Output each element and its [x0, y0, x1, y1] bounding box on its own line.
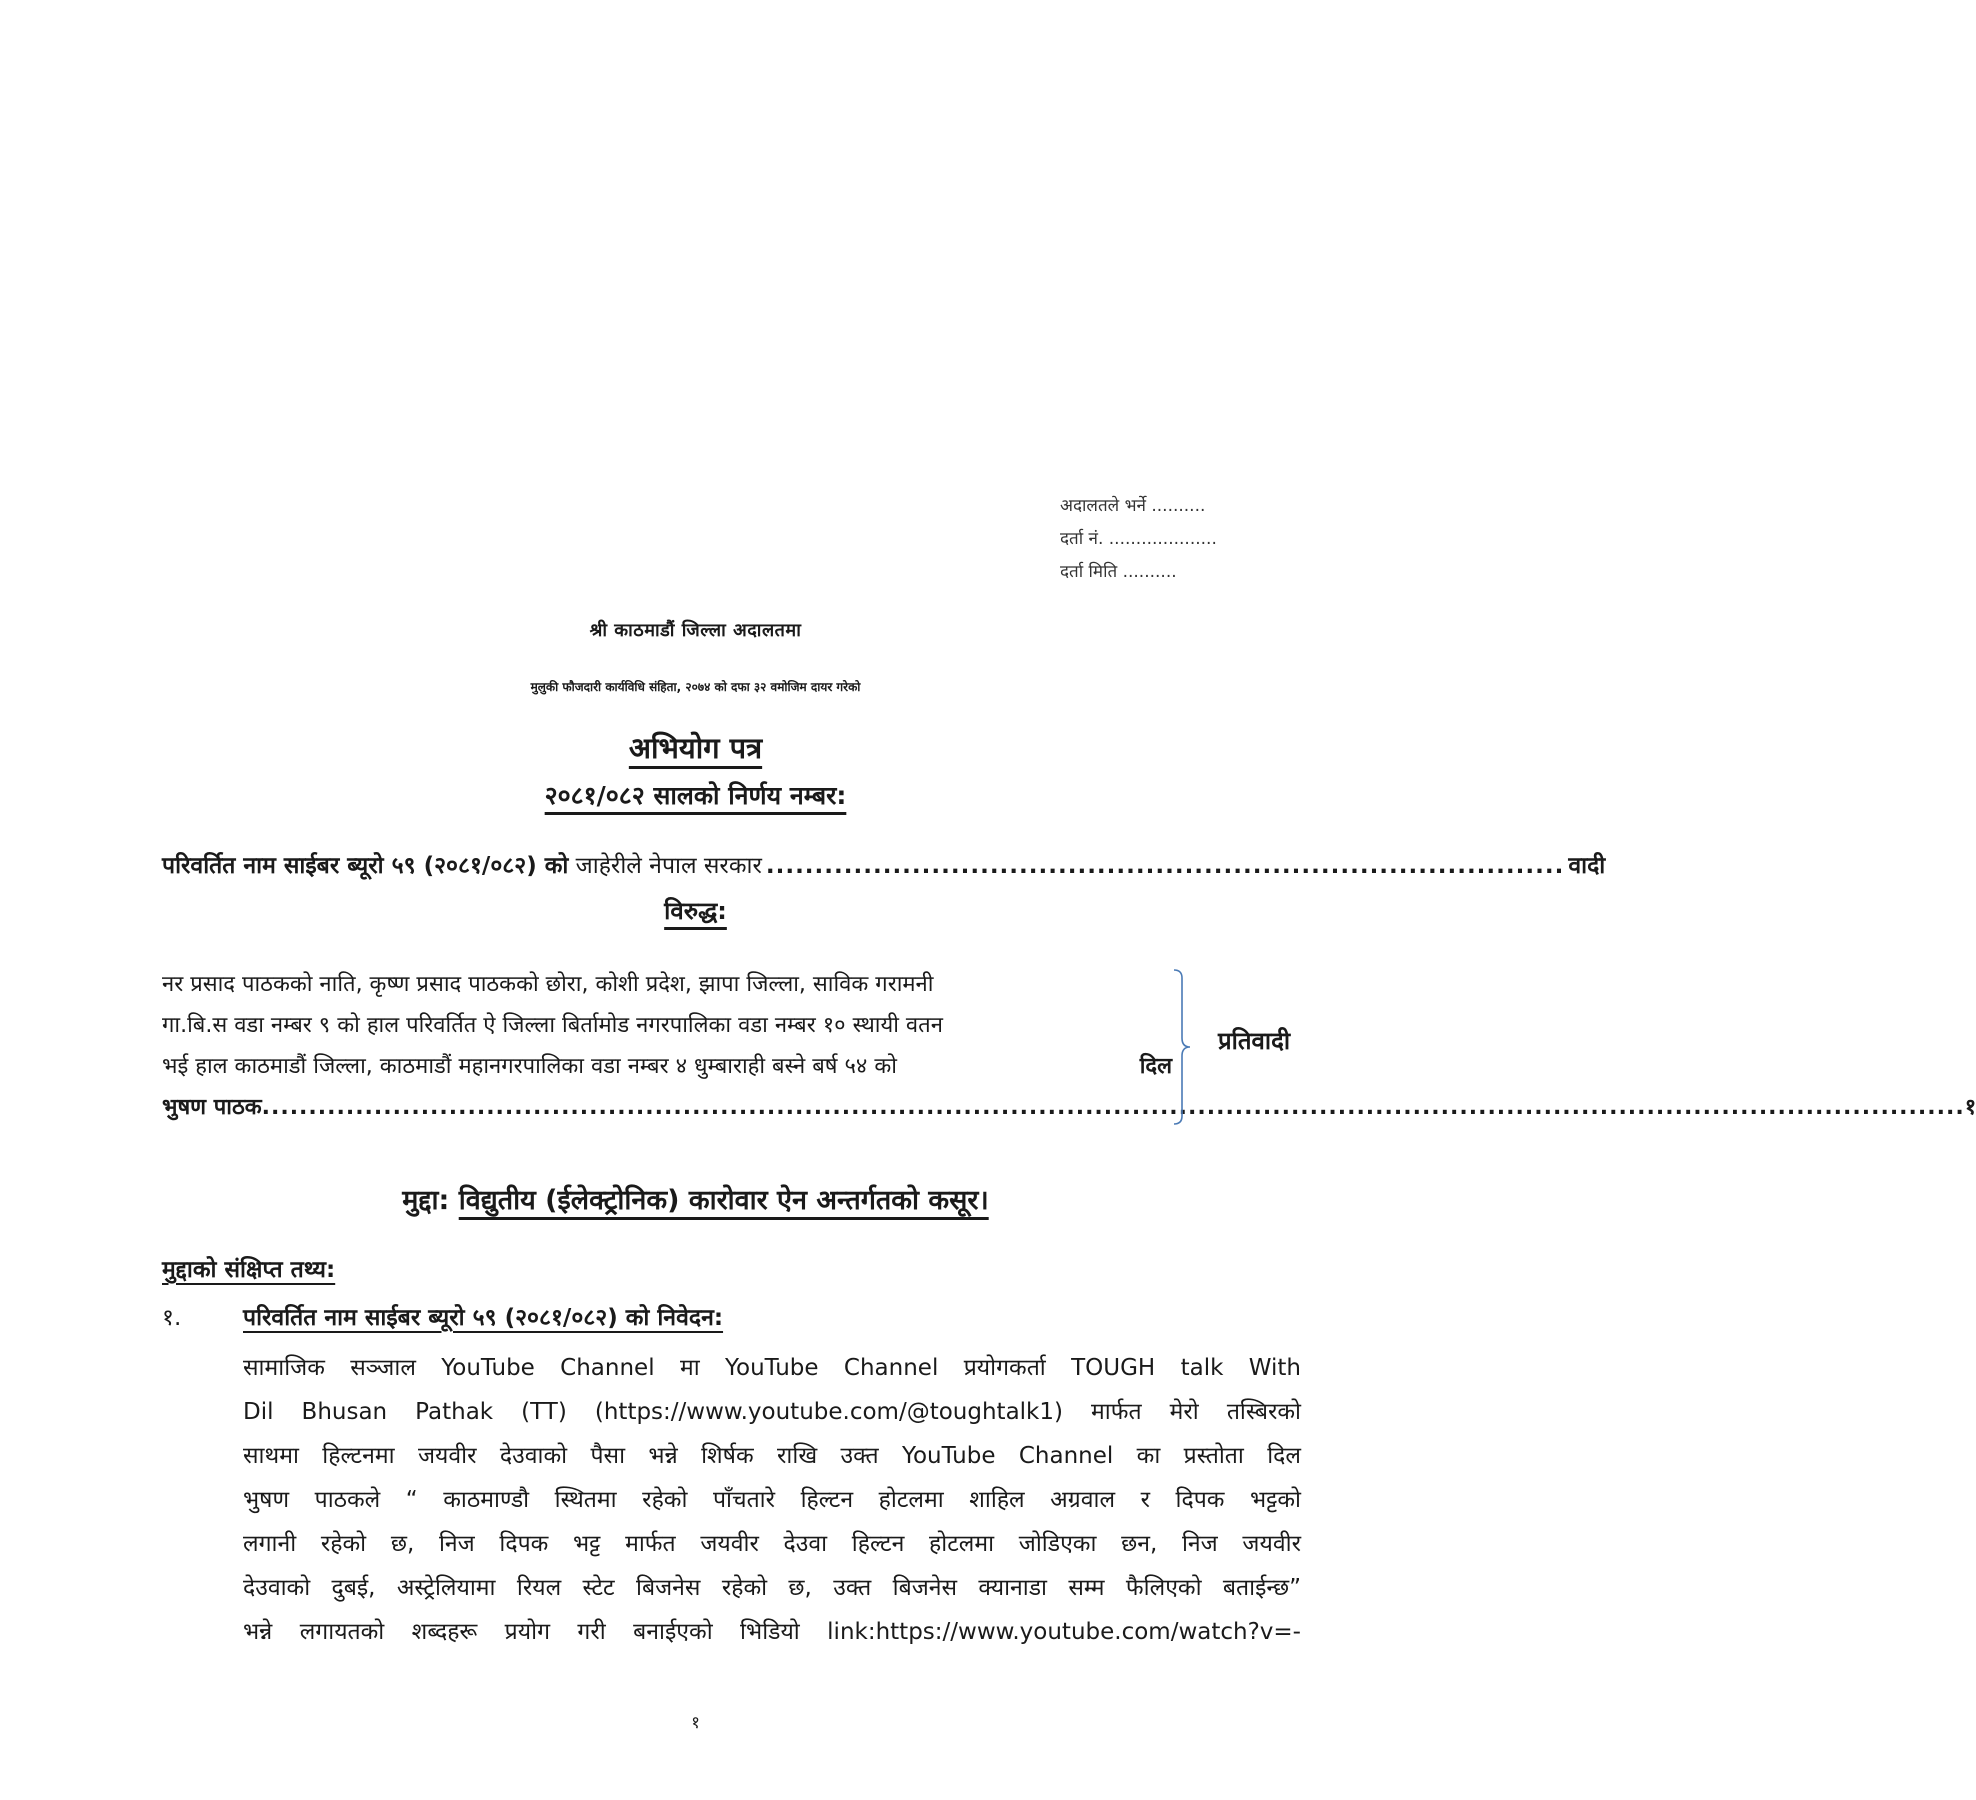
defendant-line-4 [162, 1087, 1976, 1128]
plaintiff-complaint-text: जाहेरीले नेपाल सरकार [575, 853, 762, 879]
defendant-name-first: दिल [1139, 1054, 1172, 1079]
paragraph-line: साथमा हिल्टनमा जयवीर देउवाको पैसा भन्ने शिर्षक राखि उक्त YouTube Channel का प्रस्तोता दिल [243, 1443, 1301, 1469]
item-1-heading [243, 1300, 723, 1332]
facts-heading [162, 1252, 335, 1284]
decision-number-heading [0, 778, 1391, 812]
defendant-dots: ...................................................................................................................................................................................... [261, 1095, 1965, 1120]
defendant-role: प्रतिवादी [1218, 1027, 1291, 1055]
defendant-name-second: भुषण पाठक [162, 1095, 262, 1120]
plaintiff-dots: .................................................................................. [765, 853, 1565, 879]
defendant-count: १ [1964, 1095, 1976, 1120]
item-1-number: १. [162, 1305, 182, 1331]
legal-code-line: मुलुकी फौजदारी कार्यविधि संहिता, २०७४ को दफा ३२ वमोजिम दायर गरेको [530, 680, 861, 694]
document-type-text: अभियोग पत्र [628, 731, 763, 765]
facts-heading-text: मुद्दाको संक्षिप्त तथ्य: [162, 1257, 336, 1283]
defendant-line-1: नर प्रसाद पाठकको नाति, कृष्ण प्रसाद पाठकको छोरा, कोशी प्रदेश, झापा जिल्ला, साविक गरामनी [162, 972, 934, 997]
court-registry-block [1060, 490, 1217, 589]
versus-heading [0, 894, 1391, 927]
paragraph-line: सामाजिक सञ्जाल YouTube Channel मा YouTube Channel प्रयोगकर्ता TOUGH talk With [243, 1355, 1301, 1381]
document-type-heading [0, 728, 1391, 767]
case-subject: विद्युतीय (ईलेक्ट्रोनिक) कारोवार ऐन अन्तर्गतको कसूर। [458, 1185, 989, 1216]
page-number: १ [691, 1713, 700, 1733]
plaintiff-line [162, 848, 1606, 880]
defendant-line-2: गा.बि.स वडा नम्बर ९ को हाल परिवर्तित ऐ जिल्ला बिर्तामोड नगरपालिका वडा नम्बर १० स्थायी वतन [162, 1013, 943, 1038]
defendant-line-3-text: भई हाल काठमाडौं जिल्ला, काठमाडौं महानगरपालिका वडा नम्बर ४ धुम्बाराही बस्ने बर्ष ५४ को [162, 1054, 897, 1079]
versus-text: विरुद्ध: [664, 897, 727, 925]
case-subject-line [0, 1180, 1391, 1217]
defendant-line-3 [162, 1046, 1172, 1087]
paragraph-line: भन्ने लगायतको शब्दहरू प्रयोग गरी बनाईएको भिडियो link:https://www.youtube.com/watch?v=- [243, 1619, 1301, 1645]
plaintiff-name: परिवर्तित नाम साईबर ब्यूरो ५९ (२०८१/०८२) को [162, 853, 569, 879]
registration-number-field: दर्ता नं. .................... [1060, 529, 1217, 549]
paragraph-line: भुषण पाठकले “ काठमाण्डौ स्थितमा रहेको पाँचतारे हिल्टन होटलमा शाहिल अग्रवाल र दिपक भट्टको [243, 1487, 1301, 1513]
item-1-heading-text: परिवर्तित नाम साईबर ब्यूरो ५९ (२०८१/०८२) को निवेदन: [243, 1305, 724, 1331]
paragraph-line: देउवाको दुबई, अस्ट्रेलियामा रियल स्टेट बिजनेस रहेको छ, उक्त बिजनेस क्यानाडा सम्म फैलिएको बताईन्छ” [243, 1575, 1301, 1601]
paragraph-line: Dil Bhusan Pathak (TT) (https://www.youtube.com/@toughtalk1) मार्फत मेरो तस्बिरको [243, 1399, 1301, 1425]
decision-number-text: २०८१/०८२ सालको निर्णय नम्बर: [544, 781, 847, 810]
paragraph-line: लगानी रहेको छ, निज दिपक भट्ट मार्फत जयवीर देउवा हिल्टन होटलमा जोडिएका छन, निज जयवीर [243, 1531, 1301, 1557]
court-title: श्री काठमाडौं जिल्ला अदालतमा [589, 620, 802, 641]
plaintiff-role: वादी [1568, 853, 1606, 879]
registration-date-field: दर्ता मिति .......... [1060, 562, 1177, 582]
item-1-paragraph [243, 1346, 1301, 1654]
defendant-brace-icon [1172, 968, 1196, 1126]
case-label: मुद्दा: [402, 1185, 450, 1216]
court-fill-field: अदालतले भर्ने .......... [1060, 496, 1206, 516]
